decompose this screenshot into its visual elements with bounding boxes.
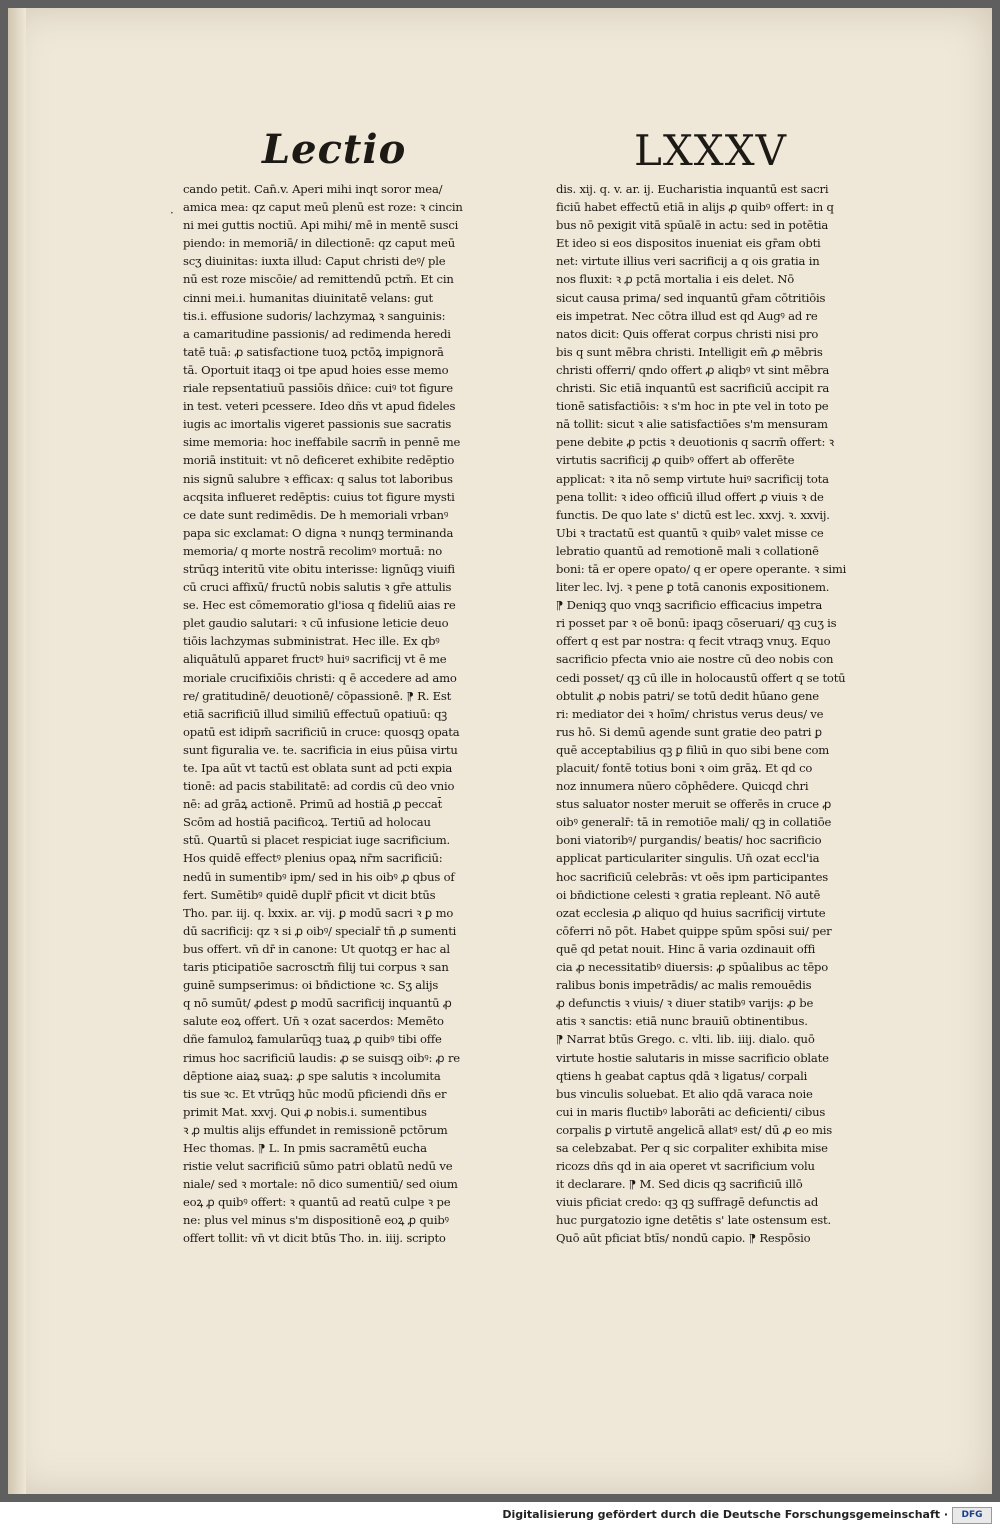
text-line: eoꝝ ꝓ quibꝰ offert: ꝛ quantū ad reatū culpe ꝛ pe: [183, 1195, 451, 1210]
text-line: Scōm ad hostiā pacificoꝝ. Tertiū ad holocau: [183, 815, 431, 830]
text-line: ficiū habet effectū etiā in alijs ꝓ quibꝰ offert: in q: [556, 200, 834, 215]
text-line: virtute hostie salutaris in misse sacrificio oblate: [556, 1050, 829, 1065]
text-line: viuis pficiat credo: qꝫ qꝫ suffragē defunctis ad: [556, 1195, 819, 1210]
text-line: salute eoꝝ offert. Un̄ ꝛ ozat sacerdos: Memēto: [183, 1014, 444, 1029]
text-line: liter lec. lvj. ꝛ pene ꝑ totā canonis expositionem.: [556, 580, 830, 595]
text-line: ꝓ defunctis ꝛ viuis/ ꝛ diuer statibꝰ varijs: ꝓ be: [556, 996, 814, 1011]
text-line: dū sacrificij: qz ꝛ si ꝓ oibꝰ/ specialr̄ tn̄ ꝓ sumenti: [183, 923, 457, 938]
text-line: dis. xij. q. v. ar. ij. Eucharistia inquantū est sacri: [556, 182, 829, 196]
text-line: Quō aūt pficiat btīs/ nondū capio. ⁋ Respōsio: [556, 1231, 811, 1246]
text-line: bus vinculis soluebat. Et alio qdā varaca noie: [556, 1086, 813, 1101]
text-line: aliquātulū apparet fructꝰ huiꝰ sacrificij vt ē me: [183, 652, 447, 667]
text-line: riale repsentatiuū passiōis dñice: cuiꝰ tot figure: [183, 381, 453, 396]
footer-bar: [0, 1502, 1000, 1528]
text-line: ne: plus vel minus s'm dispositionē eoꝝ ꝓ quibꝰ: [183, 1213, 449, 1228]
text-line: pena tollit: ꝛ ideo officiū illud offert ꝓ viuis ꝛ de: [556, 489, 824, 504]
text-line: ristie velut sacrificiū sūmo patri oblatū nedū ve: [183, 1159, 453, 1174]
page-gutter-edge: [8, 8, 26, 1494]
text-line: nū est roze miscōie/ ad remittendū pctm̄. Et cin: [183, 272, 454, 287]
text-line: christi offerri/ qndo offert ꝓ aliqbꝰ vt sint mēbra: [556, 362, 830, 377]
text-line: etiā sacrificiū illud similiū effectuū opatiuū: qꝫ: [183, 706, 448, 721]
running-head-right: LXXXV: [634, 126, 787, 175]
text-line: cōferri nō pōt. Habet quippe spūm spōsi sui/ per: [556, 923, 832, 938]
text-line: sa celebzabat. Per q sic corpaliter exhibita mise: [556, 1140, 828, 1155]
text-line: rus hō. Si demū agende sunt gratie deo patri ꝑ: [556, 724, 822, 739]
text-line: bis q sunt mēbra christi. Intelligit em̄ ꝓ mēbris: [556, 344, 823, 359]
text-line: functis. De quo late s' dictū est lec. xxvj. ꝛ. xxvij.: [556, 507, 830, 522]
text-line: eis impetrat. Nec cōtra illud est qd Augꝰ ad re: [556, 308, 818, 323]
text-line: fert. Sumētibꝰ quidē duplr̄ pficit vt dicit btūs: [183, 887, 436, 902]
text-line: dēptione aiaꝝ suaꝝ: ꝓ spe salutis ꝛ incolumita: [183, 1068, 441, 1083]
text-line: qtiens h geabat captus qdā ꝛ ligatus/ corpali: [556, 1068, 808, 1083]
text-line: sicut causa prima/ sed inquantū gr̄am cōtritiōis: [556, 290, 826, 305]
text-line: quē qd petat nouit. Hinc ā varia ozdinauit offi: [556, 941, 816, 956]
text-line: rimus hoc sacrificiū laudis: ꝓ se suisqꝫ oibꝰ: ꝓ re: [183, 1050, 460, 1065]
text-line: ce date sunt redimēdis. De h memoriali vrbanꝰ: [183, 507, 449, 522]
text-line: boni viatoribꝰ/ purgandis/ beatis/ hoc sacrificio: [556, 833, 822, 848]
text-line: nedū in sumentibꝰ ipm/ sed in his oibꝰ ꝓ qbus of: [183, 869, 455, 884]
text-line: guinē sumpserimus: oi bn̄dictione ꝛc. Sʒ alijs: [183, 978, 439, 993]
text-line: scʒ diuinitas: iuxta illud: Caput christi deꝰ/ ple: [183, 254, 446, 269]
text-line: cū cruci affixū/ fructū nobis salutis ꝛ gr̄e attulis: [183, 580, 452, 595]
funding-notice: Digitalisierung gefördert durch die Deutsche Forschungsgemeinschaft ·: [502, 1508, 948, 1521]
text-line: quē acceptabilius qꝫ ꝑ filiū in quo sibi bene com: [556, 742, 830, 757]
text-line: net: virtute illius veri sacrificij a q ois gratia in: [556, 254, 820, 269]
text-line: opatū est idipm̄ sacrificiū in cruce: quosqꝫ opata: [183, 724, 460, 739]
text-line: noz innumera nūero cōphēdere. Quicqd chri: [556, 779, 809, 794]
text-line: huc purgatozio igne detētis s' late ostensum est.: [556, 1213, 831, 1228]
text-line: primit Mat. xxvj. Qui ꝓ nobis.i. sumentibus: [183, 1104, 427, 1119]
text-line: bus nō pexigit vitā spūalē in actu: sed in potētia: [556, 218, 829, 233]
text-line: Ubi ꝛ tractatū est quantū ꝛ quibꝰ valet misse ce: [556, 525, 824, 540]
text-line: oibꝰ generalr̄: tā in remotiōe mali/ qꝫ in collatiōe: [556, 815, 832, 830]
text-line: cinni mei.i. humanitas diuinitatē velans: gut: [183, 290, 433, 305]
text-line: a camaritudine passionis/ ad redimenda heredi: [183, 326, 451, 341]
text-line: ni mei guttis noctiū. Api mihi/ mē in mentē susci: [183, 218, 459, 233]
text-line: offert q est par nostra: q fecit vtraqꝫ vnuʒ. Equo: [556, 634, 831, 649]
text-line: Hos quidē effectꝰ plenius opaꝝ nr̄m sacrificiū:: [183, 851, 443, 866]
text-line: bus offert. vn̄ dr̄ in canone: Ut quotqꝫ er hac al: [183, 941, 450, 956]
text-line: ⁋ Deniqꝫ quo vnqꝫ sacrificio efficacius impetra: [556, 598, 823, 613]
text-line: offert tollit: vn̄ vt dicit btūs Tho. in. iiij. scripto: [183, 1231, 446, 1246]
text-line: nē: ad grāꝝ actionē. Primū ad hostiā ꝓ peccat̄: [183, 797, 443, 812]
text-line: tā. Oportuit itaqꝫ oi tpe apud hoies esse memo: [183, 362, 449, 377]
text-line: papa sic exclamat: O digna ꝛ nunqꝫ terminanda: [183, 525, 454, 540]
text-line: ri: mediator dei ꝛ hoīm/ christus verus deus/ ve: [556, 706, 824, 721]
text-line: taris pticipatiōe sacrosctm̄ filij tui corpus ꝛ san: [183, 960, 449, 975]
text-line: christi. Sic etiā inquantū est sacrificiū accipit ra: [556, 381, 830, 396]
text-line: applicat particulariter singulis. Un̄ ozat eccl'ia: [556, 851, 820, 866]
text-line: re/ gratitudinē/ deuotionē/ cōpassionē. ⁋ R. Est: [183, 688, 452, 703]
text-line: moriā instituit: vt nō deficeret exhibite redēptio: [183, 453, 455, 468]
text-line: iugis ac imortalis vigeret passionis sue sacratis: [183, 417, 452, 432]
text-line: acqsita influeret redēptis: cuius tot figure mysti: [183, 489, 455, 504]
text-line: boni: tā er opere opato/ q er opere operante. ꝛ simi: [556, 561, 847, 576]
text-line: nos fluxit: ꝛ ꝓ pctā mortalia i eis delet. Nō: [556, 272, 795, 287]
text-line: ozat ecclesia ꝓ aliquo qd huius sacrificij virtute: [556, 905, 826, 920]
text-line: cia ꝓ necessitatibꝰ diuersis: ꝓ spūalibus ac tēpo: [556, 960, 828, 975]
text-line: memoria/ q morte nostrā recolimꝰ mortuā: no: [183, 543, 442, 558]
text-line: tionē satisfactiōis: ꝛ s'm hoc in pte vel in toto pe: [556, 399, 829, 414]
text-line: Tho. par. iij. q. lxxix. ar. vij. ꝑ modū sacri ꝛ ꝑ mo: [183, 905, 454, 920]
text-line: applicat: ꝛ ita nō semp virtute huiꝰ sacrificij tota: [556, 471, 829, 486]
text-line: plet gaudio salutari: ꝛ cū infusione leticie deuo: [183, 616, 449, 631]
text-column-right: [556, 180, 908, 1248]
text-line: stū. Quartū si placet respiciat iuge sacrificium.: [183, 833, 451, 848]
text-line: nā tollit: sicut ꝛ alie satisfactiōes s'm mensuram: [556, 417, 828, 432]
text-line: Hec thomas. ⁋ L. In pmis sacramētū eucha: [183, 1140, 427, 1155]
text-line: cedi posset/ qꝫ cū ille in holocaustū offert q se totū: [556, 670, 846, 685]
text-line: cui in maris fluctibꝰ laborāti ac deficienti/ cibus: [556, 1104, 826, 1119]
text-line: ⁋ Narrat btūs Grego. c. vlti. lib. iiij. dialo. quō: [556, 1032, 815, 1047]
text-line: strūqꝫ interitū vite obitu interisse: lignūqꝫ viuifi: [183, 561, 455, 576]
text-line: niale/ sed ꝛ mortale: nō dico sumentiū/ sed oium: [183, 1177, 458, 1192]
text-line: pene debite ꝓ pctis ꝛ deuotionis q sacrm̄ offert: ꝛ: [556, 435, 834, 450]
text-line: corpalis ꝑ virtutē angelicā allatꝰ est/ dū ꝓ eo mis: [556, 1122, 833, 1137]
text-line: tis sue ꝛc. Et vtrūqꝫ hūc modū pficiendi dñs er: [183, 1086, 447, 1101]
text-line: obtulit ꝓ nobis patri/ se totū dedit hūano gene: [556, 688, 819, 703]
text-line: hoc sacrificiū celebrās: vt oēs ipm participantes: [556, 869, 829, 884]
text-line: ꝛ ꝓ multis alijs effundet in remissionē pctōrum: [183, 1122, 448, 1137]
text-line: piendo: in memoriā/ in dilectionē: qz caput meū: [183, 236, 455, 251]
text-line: amica mea: qz caput meū plenū est roze: ꝛ cincin: [183, 200, 463, 215]
text-line: oi bn̄dictione celesti ꝛ gratia repleant. Nō autē: [556, 887, 821, 902]
text-line: sime memoria: hoc ineffabile sacrm̄ in pennē me: [183, 435, 461, 450]
text-column-left: [183, 180, 535, 1248]
text-line: te. Ipa aūt vt tactū est oblata sunt ad pcti expia: [183, 761, 453, 775]
text-line: ri posset par ꝛ oē bonū: ipaqꝫ cōseruari/ qꝫ cuʒ is: [556, 616, 837, 631]
margin-mark: ·: [170, 206, 174, 220]
text-line: ricozs dñs qd in aia operet vt sacrificium volu: [556, 1159, 815, 1174]
text-line: nis signū salubre ꝛ efficax: q salus tot laboribus: [183, 471, 453, 486]
text-line: tatē tuā: ꝓ satisfactione tuoꝝ pctōꝝ impignorā: [183, 344, 444, 359]
text-line: virtutis sacrificij ꝓ quibꝰ offert ab offerēte: [556, 453, 795, 468]
text-line: tionē: ad pacis stabilitatē: ad cordis cū deo vnio: [183, 779, 455, 794]
text-line: tiōis lachzymas subministrat. Hec ille. Ex qbꝰ: [183, 634, 440, 649]
text-line: sacrificio pfecta vnio aie nostre cū deo nobis con: [556, 652, 834, 667]
text-line: it declarare. ⁋ M. Sed dicis qꝫ sacrificiū illō: [556, 1177, 803, 1192]
text-line: cando petit. Can̄.v. Aperi mihi inqt soror mea/: [183, 182, 443, 196]
dfg-logo: DFG: [952, 1507, 992, 1524]
running-head-left: Lectio: [262, 126, 407, 173]
text-line: tis.i. effusione sudoris/ lachzymaꝝ ꝛ sanguinis:: [183, 308, 446, 323]
text-line: ralibus bonis impetrādis/ ac malis remouēdis: [556, 978, 812, 993]
text-line: se. Hec est cōmemoratio gl'iosa q fideliū aias re: [183, 598, 456, 613]
text-line: Et ideo si eos dispositos inueniat eis gr̄am obti: [556, 236, 821, 251]
text-line: dñe famuloꝝ famularūqꝫ tuaꝝ ꝓ quibꝰ tibi offe: [183, 1032, 442, 1047]
text-line: stus saluator noster meruit se offerēs in cruce ꝓ: [556, 797, 832, 812]
text-line: in test. veteri pcessere. Ideo dñs vt apud fideles: [183, 399, 456, 414]
text-line: q nō sumūt/ ꝓdest ꝑ modū sacrificij inquantū ꝓ: [183, 996, 452, 1011]
text-line: sunt figuralia ve. te. sacrificia in eius pūisa virtu: [183, 742, 458, 757]
text-line: atis ꝛ sanctis: etiā nunc brauiū obtinentibus.: [556, 1014, 808, 1029]
text-line: natos dicit: Quis offerat corpus christi nisi pro: [556, 326, 819, 341]
text-line: moriale crucifixiōis christi: q ē accedere ad amo: [183, 670, 457, 685]
text-line: lebratio quantū ad remotionē mali ꝛ collationē: [556, 543, 819, 558]
text-line: placuit/ fontē totius boni ꝛ oim grāꝝ. Et qd co: [556, 761, 813, 775]
